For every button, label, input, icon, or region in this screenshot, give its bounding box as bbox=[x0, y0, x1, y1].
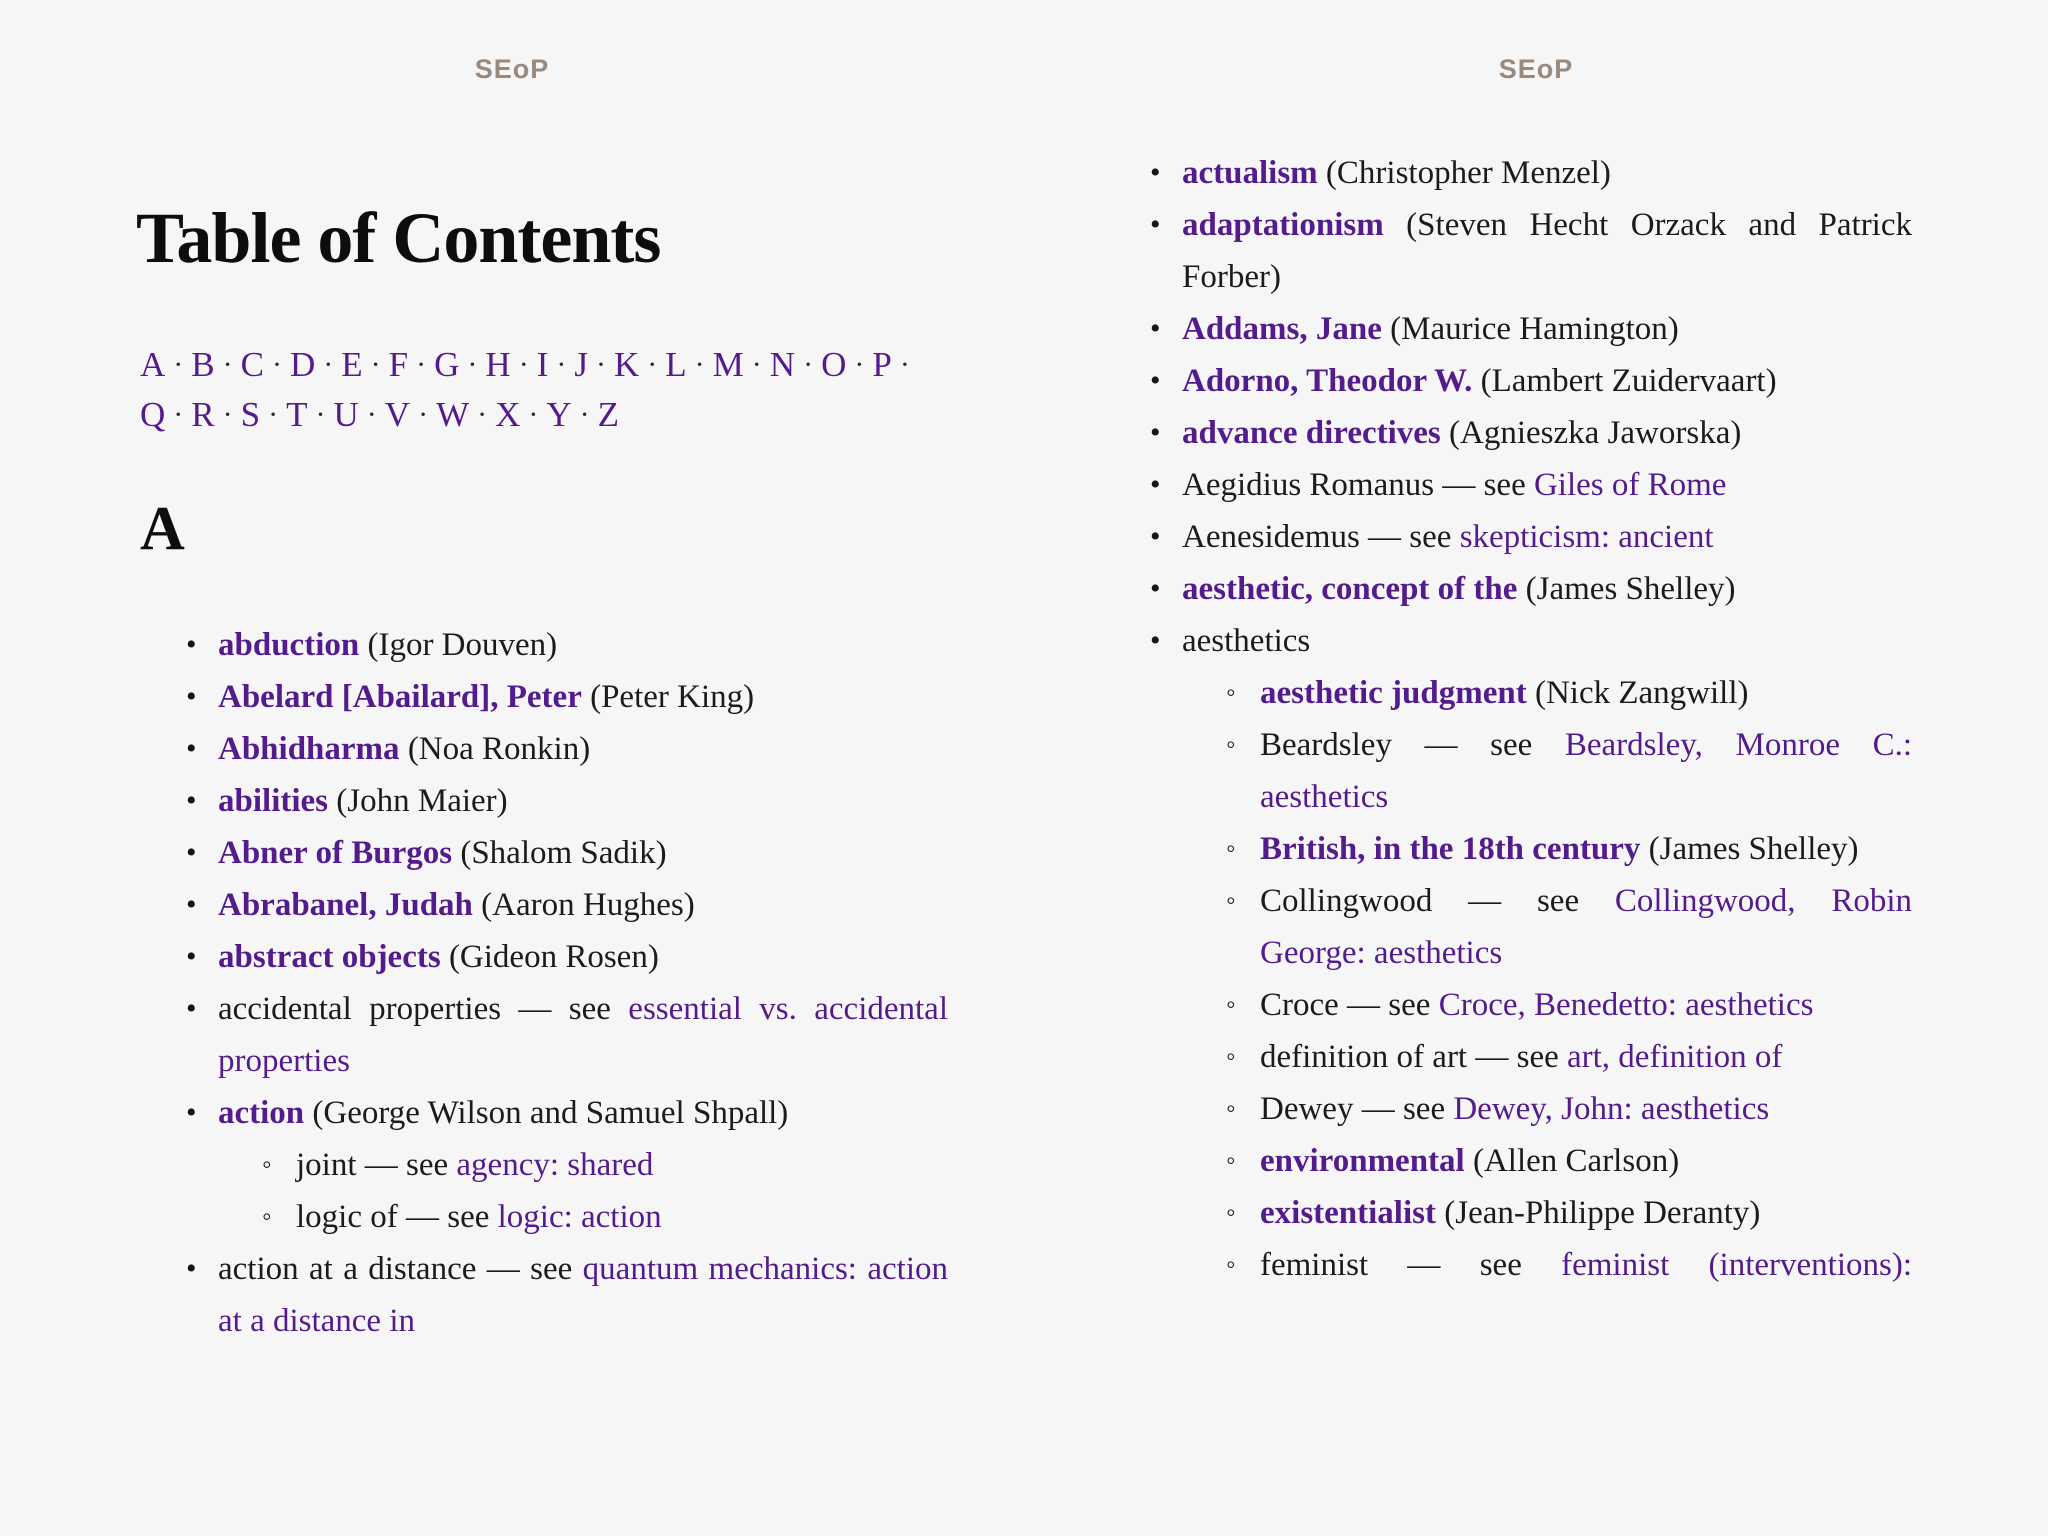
toc-entry bbox=[1150, 355, 1912, 407]
alphabet-letter-w[interactable]: W bbox=[436, 395, 470, 434]
entry-title-link[interactable]: actualism bbox=[1182, 155, 1318, 191]
alphabet-letter-k[interactable]: K bbox=[613, 345, 640, 384]
toc-entry bbox=[186, 671, 948, 723]
alphabet-letter-c[interactable]: C bbox=[240, 345, 264, 384]
alphabet-letter-h[interactable]: H bbox=[485, 345, 511, 384]
toc-subentry bbox=[1226, 1135, 1912, 1187]
separator-dot: · bbox=[751, 348, 762, 381]
entry-text: logic of — see bbox=[296, 1199, 498, 1235]
alphabet-letter-f[interactable]: F bbox=[388, 345, 409, 384]
disc-bullet-icon: • bbox=[186, 732, 197, 765]
disc-bullet-icon: • bbox=[1150, 156, 1161, 189]
toc-subentry bbox=[1226, 1031, 1912, 1083]
toc-entry bbox=[1150, 407, 1912, 459]
entries-list-left bbox=[186, 619, 948, 1347]
alphabet-letter-e[interactable]: E bbox=[341, 345, 363, 384]
alphabet-letter-x[interactable]: X bbox=[495, 395, 521, 434]
disc-bullet-icon: • bbox=[1150, 468, 1161, 501]
separator-dot: · bbox=[579, 398, 590, 431]
toc-subentry bbox=[1226, 1083, 1912, 1135]
entry-text: (Christopher Menzel) bbox=[1317, 155, 1611, 191]
alphabet-letter-q[interactable]: Q bbox=[140, 395, 166, 434]
circle-bullet-icon: ◦ bbox=[262, 1201, 272, 1231]
separator-dot: · bbox=[518, 348, 529, 381]
toc-subentry bbox=[1226, 667, 1912, 719]
alphabet-letter-l[interactable]: L bbox=[665, 345, 687, 384]
toc-entry bbox=[186, 775, 948, 827]
circle-bullet-icon: ◦ bbox=[1226, 729, 1236, 759]
toc-entry bbox=[186, 931, 948, 983]
entry-text: (Maurice Hamington) bbox=[1381, 311, 1679, 347]
entry-text: Aegidius Romanus — see bbox=[1182, 467, 1534, 503]
entry-title-link[interactable]: Abhidharma bbox=[218, 731, 400, 767]
entry-text: Beardsley — see bbox=[1260, 727, 1565, 763]
entry-title-link[interactable]: Abrabanel, Judah bbox=[218, 887, 473, 923]
separator-dot: · bbox=[528, 398, 539, 431]
alphabet-letter-p[interactable]: P bbox=[872, 345, 892, 384]
alphabet-nav bbox=[140, 340, 1020, 440]
toc-subentry bbox=[262, 1139, 948, 1191]
circle-bullet-icon: ◦ bbox=[1226, 1145, 1236, 1175]
separator-dot: · bbox=[315, 398, 326, 431]
entry-text: Dewey — see bbox=[1260, 1091, 1454, 1127]
separator-dot: · bbox=[268, 398, 279, 431]
alphabet-letter-y[interactable]: Y bbox=[546, 395, 572, 434]
alphabet-letter-j[interactable]: J bbox=[574, 345, 588, 384]
disc-bullet-icon: • bbox=[1150, 208, 1161, 241]
disc-bullet-icon: • bbox=[186, 1252, 197, 1285]
circle-bullet-icon: ◦ bbox=[1226, 1197, 1236, 1227]
toc-entry bbox=[1150, 199, 1912, 303]
entry-text: (James Shelley) bbox=[1640, 831, 1859, 867]
separator-dot: · bbox=[370, 348, 381, 381]
entry-title-link[interactable]: abilities bbox=[218, 783, 329, 819]
running-header-right: SEoP bbox=[1498, 54, 1574, 84]
entry-text: (Shalom Sadik) bbox=[452, 835, 667, 871]
alphabet-letter-g[interactable]: G bbox=[434, 345, 460, 384]
entry-text: Aenesidemus — see bbox=[1182, 519, 1460, 555]
cross-reference-link[interactable]: agency: shared bbox=[456, 1147, 654, 1183]
toc-subentry bbox=[1226, 1187, 1912, 1239]
toc-entry bbox=[186, 983, 948, 1087]
cross-reference-link[interactable]: art, definition of bbox=[1567, 1039, 1783, 1075]
disc-bullet-icon: • bbox=[186, 888, 197, 921]
entry-text: accidental properties — see bbox=[218, 991, 629, 1027]
entry-text: definition of art — see bbox=[1260, 1039, 1567, 1075]
toc-subentry bbox=[1226, 979, 1912, 1031]
disc-bullet-icon: • bbox=[1150, 520, 1161, 553]
cross-reference-link[interactable]: Collingwood, Robin George: aesthetics bbox=[1260, 883, 1913, 971]
entries-list-right bbox=[1150, 147, 1913, 1291]
cross-reference-link[interactable]: logic: action bbox=[497, 1199, 662, 1235]
separator-dot: · bbox=[477, 398, 488, 431]
separator-dot: · bbox=[694, 348, 705, 381]
circle-bullet-icon: ◦ bbox=[1226, 1093, 1236, 1123]
page-right bbox=[1024, 0, 2048, 1536]
separator-dot: · bbox=[173, 348, 184, 381]
separator-dot: · bbox=[222, 348, 233, 381]
alphabet-letter-b[interactable]: B bbox=[191, 345, 215, 384]
entry-title-link[interactable]: environmental bbox=[1260, 1143, 1465, 1179]
cross-reference-link[interactable]: Dewey, John: aesthetics bbox=[1453, 1091, 1770, 1127]
entry-text: (Peter King) bbox=[581, 679, 755, 715]
entry-text: (John Maier) bbox=[328, 783, 508, 819]
alphabet-letter-s[interactable]: S bbox=[240, 395, 261, 434]
toc-subentry bbox=[1226, 1239, 1912, 1291]
toc-entry bbox=[186, 827, 948, 879]
separator-dot: · bbox=[467, 348, 478, 381]
entry-text: (Agnieszka Jaworska) bbox=[1440, 415, 1742, 451]
alphabet-letter-m[interactable]: M bbox=[712, 345, 744, 384]
alphabet-letter-r[interactable]: R bbox=[191, 395, 215, 434]
alphabet-letter-o[interactable]: O bbox=[821, 345, 847, 384]
toc-entry bbox=[186, 723, 948, 775]
entry-title-link[interactable]: aesthetic judgment bbox=[1260, 675, 1527, 711]
entry-title-link[interactable]: abstract objects bbox=[218, 939, 441, 975]
toc-entry bbox=[1150, 303, 1912, 355]
entry-text: action at a distance — see bbox=[218, 1251, 583, 1287]
disc-bullet-icon: • bbox=[186, 784, 197, 817]
alphabet-letter-a[interactable]: A bbox=[140, 345, 166, 384]
entry-text: (Steven Hecht Orzack and Patrick Forber) bbox=[1182, 207, 1912, 295]
alphabet-letter-u[interactable]: U bbox=[333, 395, 359, 434]
toc-entry bbox=[186, 1243, 948, 1347]
entry-text: (Nick Zangwill) bbox=[1526, 675, 1749, 711]
alphabet-letter-d[interactable]: D bbox=[290, 345, 316, 384]
entry-title-link[interactable]: Abelard [Abailard], Peter bbox=[218, 679, 582, 715]
toc-entry bbox=[1150, 147, 1912, 199]
toc-subentry bbox=[1226, 823, 1912, 875]
separator-dot: · bbox=[418, 398, 429, 431]
separator-dot: · bbox=[173, 398, 184, 431]
circle-bullet-icon: ◦ bbox=[1226, 885, 1236, 915]
alphabet-row bbox=[140, 390, 1020, 440]
entry-title-link[interactable]: Adorno, Theodor W. bbox=[1182, 363, 1473, 399]
entry-text: Croce — see bbox=[1260, 987, 1439, 1023]
entry-text: (Aaron Hughes) bbox=[472, 887, 695, 923]
disc-bullet-icon: • bbox=[1150, 312, 1161, 345]
separator-dot: · bbox=[556, 348, 567, 381]
alphabet-letter-i[interactable]: I bbox=[536, 345, 549, 384]
circle-bullet-icon: ◦ bbox=[1226, 1249, 1236, 1279]
disc-bullet-icon: • bbox=[1150, 624, 1161, 657]
disc-bullet-icon: • bbox=[186, 992, 197, 1025]
entry-title-link[interactable]: aesthetic, concept of the bbox=[1182, 571, 1518, 607]
circle-bullet-icon: ◦ bbox=[1226, 1041, 1236, 1071]
alphabet-row bbox=[140, 340, 1020, 390]
disc-bullet-icon: • bbox=[186, 836, 197, 869]
toc-entry bbox=[1150, 511, 1912, 563]
toc-entry bbox=[1150, 615, 1912, 667]
cross-reference-link[interactable]: Beardsley, Monroe C.: aesthetics bbox=[1260, 727, 1913, 815]
cross-reference-link[interactable]: feminist (interventions): bbox=[1561, 1247, 1912, 1283]
circle-bullet-icon: ◦ bbox=[262, 1149, 272, 1179]
toc-entry bbox=[1150, 563, 1912, 615]
toc-entry bbox=[186, 1087, 948, 1139]
section-heading-a: A bbox=[140, 495, 185, 563]
separator-dot: · bbox=[323, 348, 334, 381]
separator-dot: · bbox=[222, 398, 233, 431]
cross-reference-link[interactable]: Giles of Rome bbox=[1533, 467, 1727, 503]
circle-bullet-icon: ◦ bbox=[1226, 833, 1236, 863]
cross-reference-link[interactable]: skepticism: ancient bbox=[1459, 519, 1714, 555]
alphabet-letter-n[interactable]: N bbox=[769, 345, 796, 384]
alphabet-letter-v[interactable]: V bbox=[384, 395, 411, 434]
circle-bullet-icon: ◦ bbox=[1226, 677, 1236, 707]
separator-dot: · bbox=[416, 348, 427, 381]
disc-bullet-icon: • bbox=[186, 940, 197, 973]
toc-entry bbox=[1150, 459, 1912, 511]
toc-subentry bbox=[1226, 719, 1913, 823]
entry-title-link[interactable]: abduction bbox=[218, 627, 360, 663]
separator-dot: · bbox=[366, 398, 377, 431]
separator-dot: · bbox=[854, 348, 865, 381]
page-title: Table of Contents bbox=[136, 198, 661, 278]
alphabet-letter-t[interactable]: T bbox=[286, 395, 308, 434]
toc-entry bbox=[186, 619, 948, 671]
entry-title-link[interactable]: adaptationism bbox=[1182, 207, 1384, 243]
entry-text: (Igor Douven) bbox=[359, 627, 558, 663]
disc-bullet-icon: • bbox=[186, 1096, 197, 1129]
toc-entry bbox=[186, 879, 948, 931]
cross-reference-link[interactable]: Croce, Benedetto: aesthetics bbox=[1438, 987, 1814, 1023]
separator-dot: · bbox=[899, 348, 910, 381]
toc-subentry bbox=[1226, 875, 1913, 979]
cross-reference-link[interactable]: essential vs. accidental properties bbox=[218, 991, 948, 1079]
entry-text: (Noa Ronkin) bbox=[399, 731, 591, 767]
disc-bullet-icon: • bbox=[186, 628, 197, 661]
running-header-left: SEoP bbox=[474, 54, 550, 84]
separator-dot: · bbox=[272, 348, 282, 381]
entry-text: (Gideon Rosen) bbox=[440, 939, 659, 975]
entry-title-link[interactable]: British, in the 18th century bbox=[1260, 831, 1641, 867]
circle-bullet-icon: ◦ bbox=[1226, 989, 1236, 1019]
entry-title-link[interactable]: action bbox=[218, 1095, 305, 1131]
entry-text: (Jean-Philippe Deranty) bbox=[1435, 1195, 1761, 1231]
entry-text: (George Wilson and Samuel Shpall) bbox=[304, 1095, 789, 1131]
disc-bullet-icon: • bbox=[1150, 364, 1161, 397]
entry-title-link[interactable]: Abner of Burgos bbox=[218, 835, 453, 871]
separator-dot: · bbox=[647, 348, 658, 381]
separator-dot: · bbox=[595, 348, 606, 381]
disc-bullet-icon: • bbox=[1150, 416, 1161, 449]
separator-dot: · bbox=[803, 348, 814, 381]
entry-text: (Allen Carlson) bbox=[1464, 1143, 1680, 1179]
entry-text: aesthetics bbox=[1182, 623, 1311, 659]
alphabet-letter-z[interactable]: Z bbox=[597, 395, 620, 434]
entry-title-link[interactable]: existentialist bbox=[1260, 1195, 1436, 1231]
entry-title-link[interactable]: Addams, Jane bbox=[1182, 311, 1382, 347]
entry-text: (Lambert Zuidervaart) bbox=[1472, 363, 1777, 399]
entry-text: feminist — see bbox=[1260, 1247, 1562, 1283]
cross-reference-link[interactable]: quantum mechanics: action at a distance in bbox=[218, 1251, 948, 1339]
disc-bullet-icon: • bbox=[1150, 572, 1161, 605]
entry-text: Collingwood — see bbox=[1260, 883, 1615, 919]
entry-text: (James Shelley) bbox=[1517, 571, 1736, 607]
entry-title-link[interactable]: advance directives bbox=[1182, 415, 1441, 451]
toc-subentry bbox=[262, 1191, 948, 1243]
entry-text: joint — see bbox=[296, 1147, 457, 1183]
disc-bullet-icon: • bbox=[186, 680, 197, 713]
